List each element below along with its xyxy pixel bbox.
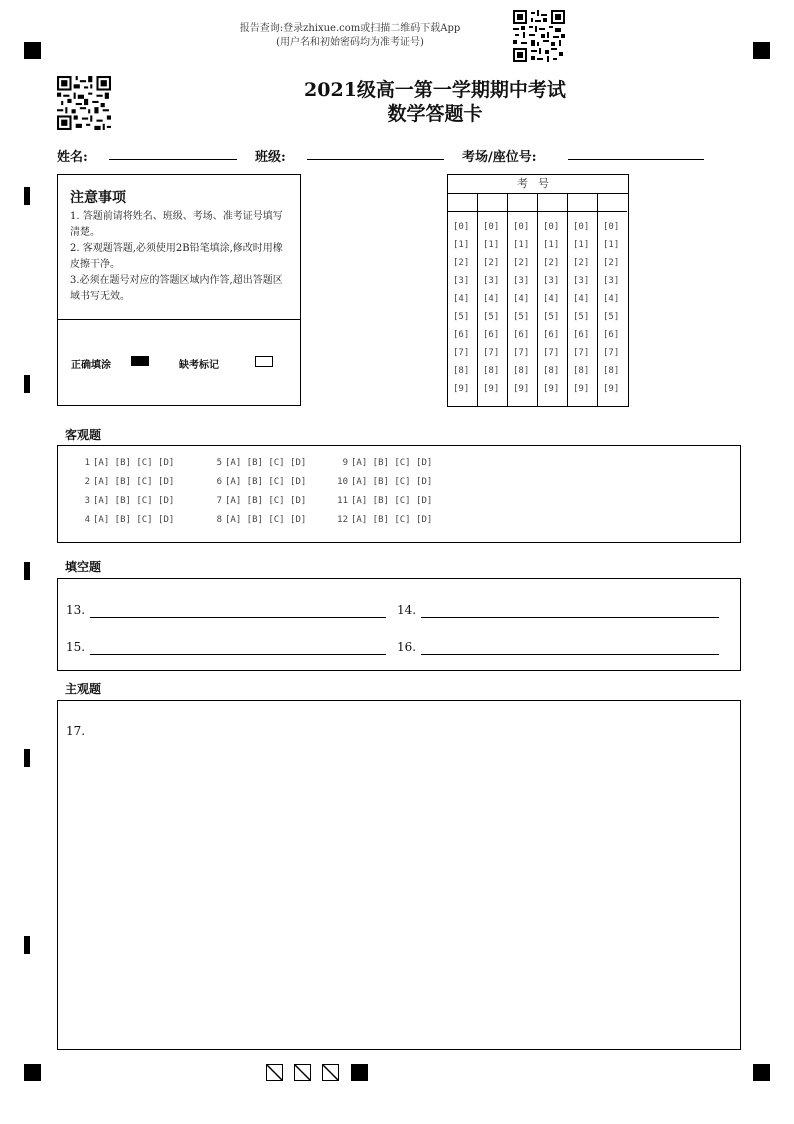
exam-number-bubble[interactable]: [7] [513, 348, 530, 358]
exam-number-bubble[interactable]: [9] [603, 384, 620, 394]
objective-answer-options[interactable]: [A] [B] [C] [D] [225, 496, 307, 506]
slash-box-icon [294, 1064, 311, 1081]
blank-answer-line[interactable] [421, 617, 719, 618]
exam-number-bubble[interactable]: [1] [543, 240, 560, 250]
exam-number-bubble[interactable]: [5] [543, 312, 560, 322]
exam-number-bubble[interactable]: [6] [603, 330, 620, 340]
notice-box [57, 174, 301, 406]
absent-mark-label: 缺考标记 [179, 360, 219, 371]
objective-question-number: 2 [84, 477, 90, 487]
blank-answer-line[interactable] [421, 654, 719, 655]
exam-number-bubble[interactable]: [9] [513, 384, 530, 394]
exam-number-bubble[interactable]: [0] [483, 222, 500, 232]
objective-answer-options[interactable]: [A] [B] [C] [D] [351, 496, 433, 506]
objective-question-number: 11 [337, 496, 348, 506]
notice-item: 1. 答题前请将姓名、班级、考场、准考证号填写清楚。 [70, 211, 283, 238]
exam-number-bubble[interactable]: [1] [603, 240, 620, 250]
registration-mark-top-left [24, 42, 41, 59]
exam-number-bubble[interactable]: [4] [453, 294, 470, 304]
exam-number-bubble[interactable]: [9] [453, 384, 470, 394]
correct-fill-example-icon [131, 356, 149, 366]
exam-number-bubble[interactable]: [8] [453, 366, 470, 376]
exam-number-bubble[interactable]: [1] [483, 240, 500, 250]
exam-title [230, 78, 640, 126]
exam-number-bubble[interactable]: [9] [543, 384, 560, 394]
notice-divider [58, 319, 300, 320]
blank-number: 16. [397, 640, 417, 654]
exam-number-digit-box[interactable] [598, 194, 627, 212]
objective-answer-options[interactable]: [A] [B] [C] [D] [225, 477, 307, 487]
exam-number-bubble[interactable]: [8] [603, 366, 620, 376]
exam-number-bubble[interactable]: [6] [543, 330, 560, 340]
qr-code-icon[interactable] [57, 76, 111, 130]
exam-number-bubble[interactable]: [6] [513, 330, 530, 340]
objective-question-number: 10 [337, 477, 348, 487]
exam-number-bubble[interactable]: [1] [453, 240, 470, 250]
timing-bar [24, 936, 30, 954]
absent-mark-box[interactable] [255, 356, 273, 367]
exam-number-bubble[interactable]: [2] [603, 258, 620, 268]
exam-number-bubble[interactable]: [7] [453, 348, 470, 358]
exam-number-bubble[interactable]: [7] [603, 348, 620, 358]
name-label: 姓名: [57, 150, 88, 165]
exam-number-bubble[interactable]: [2] [453, 258, 470, 268]
report-query-line: 报告查询:登录zhixue.com或扫描二维码下载App [239, 23, 461, 34]
filled-box-icon [351, 1064, 368, 1081]
blank-number: 15. [66, 640, 86, 654]
exam-title-line2: 数学答题卡 [387, 103, 483, 125]
registration-mark-top-right [753, 42, 770, 59]
exam-number-bubble[interactable]: [4] [603, 294, 620, 304]
slash-box-icon [322, 1064, 339, 1081]
objective-question-number: 8 [216, 515, 222, 525]
objective-question-number: 6 [216, 477, 222, 487]
exam-number-bubble[interactable]: [5] [483, 312, 500, 322]
exam-number-bubble[interactable]: [0] [603, 222, 620, 232]
exam-number-bubble[interactable]: [2] [543, 258, 560, 268]
subjective-section-label: 主观题 [65, 682, 102, 696]
notice-heading: 注意事项 [70, 190, 126, 206]
timing-bar [24, 562, 30, 580]
objective-answer-options[interactable]: [A] [B] [C] [D] [351, 458, 433, 468]
exam-number-bubble[interactable]: [0] [543, 222, 560, 232]
exam-number-bubble[interactable]: [8] [543, 366, 560, 376]
exam-number-bubble[interactable]: [2] [513, 258, 530, 268]
exam-number-bubble[interactable]: [5] [573, 312, 590, 322]
objective-question-number: 4 [84, 515, 90, 525]
exam-number-bubble[interactable]: [0] [573, 222, 590, 232]
exam-number-digit-box[interactable] [448, 194, 478, 212]
exam-number-bubble[interactable]: [2] [573, 258, 590, 268]
exam-number-bubble[interactable]: [1] [573, 240, 590, 250]
blank-answer-line[interactable] [90, 654, 386, 655]
objective-answer-options[interactable]: [A] [B] [C] [D] [93, 515, 175, 525]
correct-fill-label: 正确填涂 [71, 360, 111, 371]
exam-number-bubble[interactable]: [1] [513, 240, 530, 250]
exam-number-bubble[interactable]: [8] [483, 366, 500, 376]
objective-question-number: 5 [216, 458, 222, 468]
timing-bar [24, 187, 30, 205]
class-label: 班级: [255, 150, 286, 165]
timing-bar [24, 375, 30, 393]
exam-number-grid [447, 174, 629, 407]
exam-number-bubble[interactable]: [3] [573, 276, 590, 286]
exam-number-heading: 考号 [448, 175, 628, 194]
exam-number-bubble[interactable]: [9] [573, 384, 590, 394]
objective-answer-options[interactable]: [A] [B] [C] [D] [225, 458, 307, 468]
room-seat-field[interactable] [568, 159, 704, 160]
fill-blank-box [57, 578, 741, 671]
exam-number-digit-box[interactable] [478, 194, 508, 212]
objective-section-label: 客观题 [65, 428, 102, 442]
exam-number-bubble[interactable]: [7] [543, 348, 560, 358]
exam-number-bubble[interactable]: [4] [483, 294, 500, 304]
exam-number-digit-box[interactable] [538, 194, 568, 212]
objective-question-number: 3 [84, 496, 90, 506]
room-seat-label: 考场/座位号: [462, 150, 537, 165]
blank-number: 14. [397, 603, 417, 617]
exam-number-bubble[interactable]: [6] [453, 330, 470, 340]
exam-number-bubble[interactable]: [4] [543, 294, 560, 304]
exam-number-bubble[interactable]: [3] [603, 276, 620, 286]
exam-title-line1: 2021级高一第一学期期中考试 [304, 79, 566, 101]
exam-number-bubble[interactable]: [3] [483, 276, 500, 286]
fill-blank-section-label: 填空题 [65, 560, 102, 574]
exam-number-bubble[interactable]: [8] [573, 366, 590, 376]
exam-number-bubble[interactable]: [4] [513, 294, 530, 304]
question-number: 17. [66, 724, 86, 738]
report-query-info [200, 22, 500, 50]
blank-number: 13. [66, 603, 86, 617]
objective-answer-options[interactable]: [A] [B] [C] [D] [93, 477, 175, 487]
objective-question-number: 9 [342, 458, 348, 468]
blank-answer-line[interactable] [90, 617, 386, 618]
timing-bar [24, 749, 30, 767]
exam-number-bubble[interactable]: [4] [573, 294, 590, 304]
subjective-answer-box[interactable] [57, 700, 741, 1050]
exam-number-bubble[interactable]: [6] [483, 330, 500, 340]
exam-number-bubble[interactable]: [2] [483, 258, 500, 268]
objective-answer-options[interactable]: [A] [B] [C] [D] [93, 458, 175, 468]
objective-answer-options[interactable]: [A] [B] [C] [D] [351, 477, 433, 487]
exam-number-digit-box[interactable] [508, 194, 538, 212]
objective-question-number: 1 [84, 458, 90, 468]
objective-answer-options[interactable]: [A] [B] [C] [D] [225, 515, 307, 525]
exam-number-bubble[interactable]: [3] [513, 276, 530, 286]
exam-number-bubble[interactable]: [9] [483, 384, 500, 394]
exam-number-bubble[interactable]: [3] [543, 276, 560, 286]
objective-question-number: 12 [337, 515, 348, 525]
exam-number-bubble[interactable]: [5] [453, 312, 470, 322]
exam-number-bubble[interactable]: [5] [513, 312, 530, 322]
slash-box-icon [266, 1064, 283, 1081]
exam-number-bubble[interactable]: [3] [453, 276, 470, 286]
notice-item: 3.必须在题号对应的答题区域内作答,超出答题区域书写无效。 [70, 275, 283, 302]
objective-answer-box [57, 445, 741, 543]
exam-number-digit-box[interactable] [568, 194, 598, 212]
notice-item: 2. 客观题答题,必须使用2B铅笔填涂,修改时用橡皮擦干净。 [70, 243, 283, 270]
registration-mark-bottom-right [753, 1064, 770, 1081]
objective-answer-options[interactable]: [A] [B] [C] [D] [93, 496, 175, 506]
exam-number-bubble[interactable]: [7] [573, 348, 590, 358]
qr-code-icon[interactable] [513, 10, 565, 62]
name-field[interactable] [109, 159, 237, 160]
password-hint-line: (用户名和初始密码均为准考证号) [276, 37, 424, 48]
class-field[interactable] [307, 159, 444, 160]
exam-number-bubble[interactable]: [0] [453, 222, 470, 232]
exam-number-bubble[interactable]: [5] [603, 312, 620, 322]
exam-number-bubble[interactable]: [7] [483, 348, 500, 358]
exam-number-bubble[interactable]: [0] [513, 222, 530, 232]
exam-number-bubble[interactable]: [8] [513, 366, 530, 376]
objective-question-number: 7 [216, 496, 222, 506]
exam-number-bubble[interactable]: [6] [573, 330, 590, 340]
objective-answer-options[interactable]: [A] [B] [C] [D] [351, 515, 433, 525]
registration-mark-bottom-left [24, 1064, 41, 1081]
